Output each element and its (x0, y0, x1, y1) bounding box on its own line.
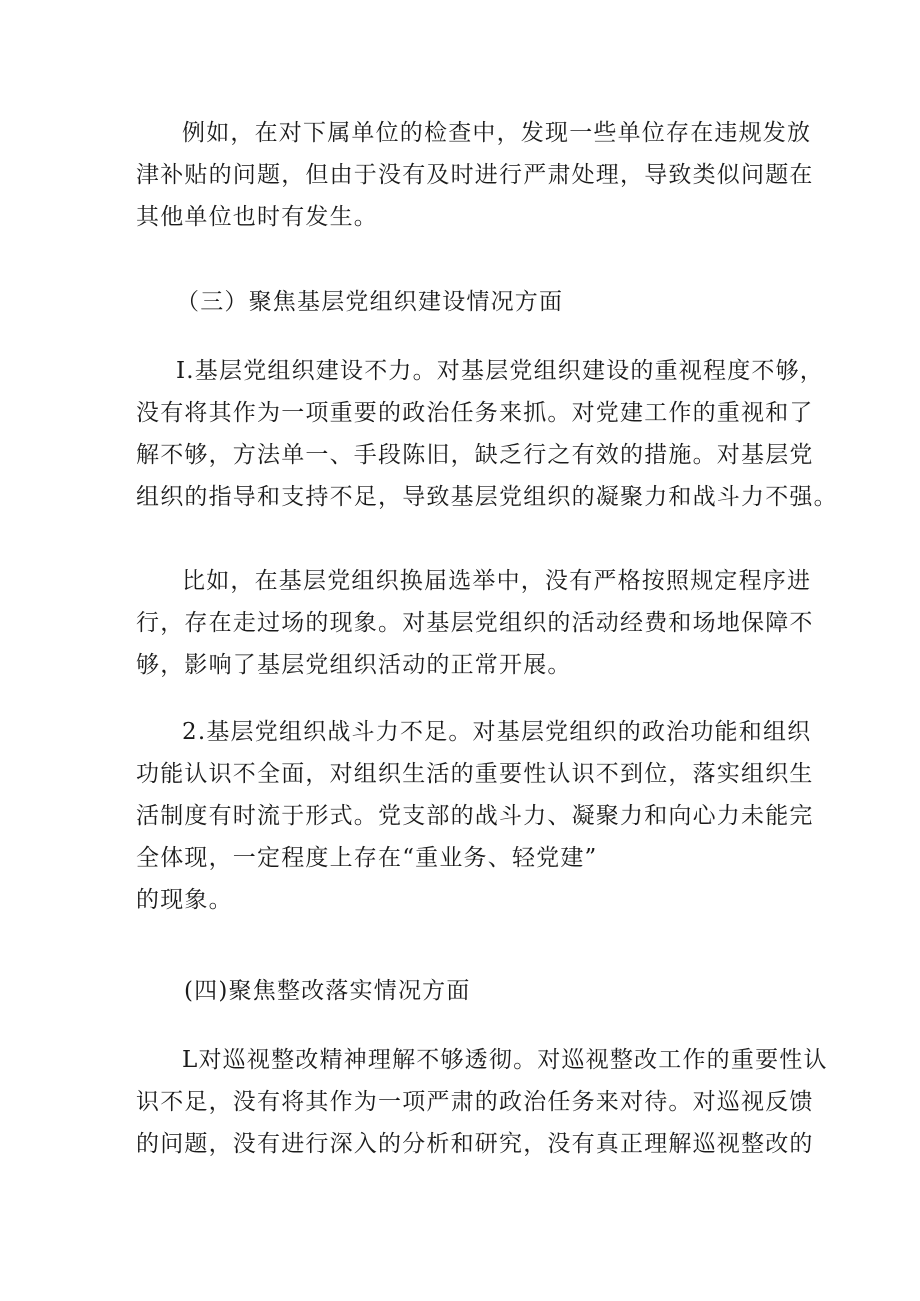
text-line: 全体现，一定程度上存在“重业务、轻党建” (136, 845, 598, 871)
text-line: 识不足，没有将其作为一项严肃的政治任务来对待。对巡视反馈 (136, 1089, 814, 1115)
text-line: 解不够，方法单一、手段陈旧，缺乏行之有效的措施。对基层党 (136, 442, 814, 468)
text-line: 例如，在对下属单位的检查中，发现一些单位存在违规发放 (182, 120, 812, 146)
text-line: 没有将其作为一项重要的政治任务来抓。对党建工作的重视和了 (136, 400, 814, 426)
text-line: 2.基层党组织战斗力不足。对基层党组织的政治功能和组织 (182, 719, 812, 745)
paragraph-example-subsidy (136, 112, 814, 238)
text-line: 行，存在走过场的现象。对基层党组织的活动经费和场地保障不 (136, 610, 814, 636)
text-line: 组织的指导和支持不足，导致基层党组织的凝聚力和战斗力不强。 (136, 484, 838, 510)
section-heading-three: （三）聚焦基层党组织建设情况方面 (176, 289, 564, 315)
paragraph-point-2 (136, 711, 814, 921)
text-line: I.基层党组织建设不力。对基层党组织建设的重视程度不够， (176, 358, 824, 384)
text-line: 够，影响了基层党组织活动的正常开展。 (136, 652, 572, 678)
text-line: 活制度有时流于形式。党支部的战斗力、凝聚力和向心力未能完 (136, 803, 814, 829)
text-line: 的现象。 (136, 887, 233, 913)
text-line: L对巡视整改精神理解不够透彻。对巡视整改工作的重要性认 (182, 1047, 828, 1073)
section-heading-four: (四)聚焦整改落实情况方面 (184, 978, 471, 1004)
text-line: 比如，在基层党组织换届选举中，没有严格按照规定程序进 (182, 568, 812, 594)
paragraph-point-1 (136, 350, 838, 518)
text-line: 津补贴的问题，但由于没有及时进行严肃处理，导致类似问题在 (136, 162, 814, 188)
text-line: 功能认识不全面，对组织生活的重要性认识不到位，落实组织生 (136, 761, 814, 787)
text-line: 的问题，没有进行深入的分析和研究，没有真正理解巡视整改的 (136, 1131, 814, 1157)
paragraph-example-election (136, 560, 814, 686)
paragraph-rectification (136, 1039, 828, 1165)
text-line: 其他单位也时有发生。 (136, 204, 378, 230)
